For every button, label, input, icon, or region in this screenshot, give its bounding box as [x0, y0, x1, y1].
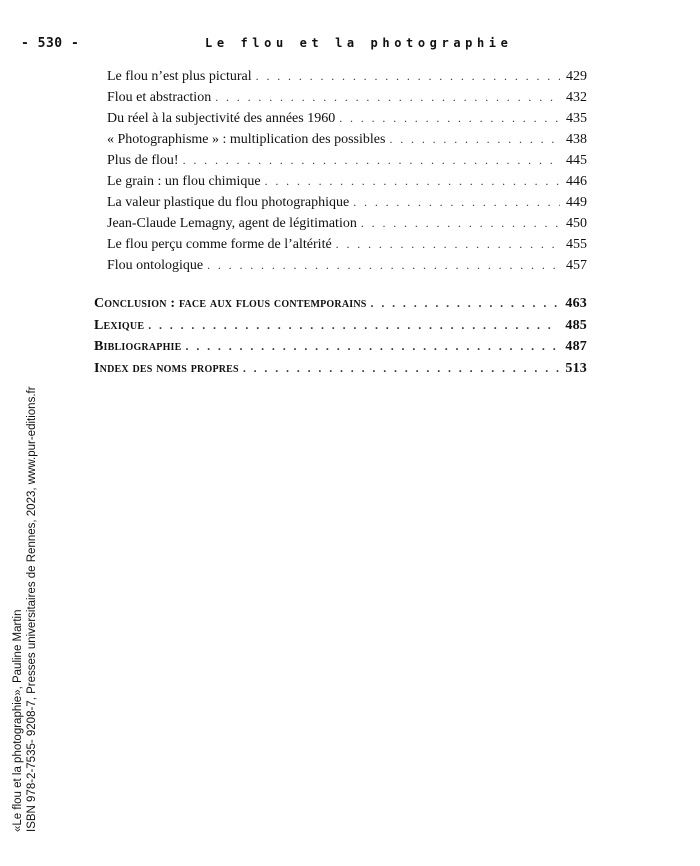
dot-leader — [256, 67, 560, 85]
toc-entry-label: Bibliographie — [94, 339, 182, 354]
dot-leader — [389, 130, 560, 148]
dot-leader — [339, 109, 560, 127]
toc-entry-page: 449 — [566, 195, 587, 210]
credit-line-isbn: ISBN 978-2-7535- 9208-7, Presses universitaires de Rennes, 2023, www.pur-editions.fr — [25, 386, 38, 832]
toc-entry-page: 450 — [566, 216, 587, 231]
toc-entry-page: 438 — [566, 132, 587, 147]
toc-entry-label: Flou ontologique — [107, 258, 204, 273]
toc-entry-label: La valeur plastique du flou photographique — [107, 195, 350, 210]
toc-entry — [107, 88, 587, 107]
toc-entry — [107, 256, 587, 275]
dot-leader — [207, 256, 560, 274]
toc-entry-page: 432 — [566, 90, 587, 105]
page-number: - 530 - — [21, 36, 80, 51]
toc-entry-page: 429 — [566, 69, 587, 84]
toc-entry-label: Le grain : un flou chimique — [107, 174, 261, 189]
copyright-credit — [12, 386, 39, 832]
toc-entry — [107, 193, 587, 212]
dot-leader — [148, 316, 559, 334]
toc-entry — [107, 172, 587, 191]
toc-entry-page: 446 — [566, 174, 587, 189]
toc-main-entry — [94, 337, 587, 356]
toc-entry — [107, 214, 587, 233]
toc-entry-label: Conclusion : face aux flous contemporains — [94, 296, 367, 311]
dot-leader — [265, 172, 560, 190]
toc-entry — [107, 130, 587, 149]
toc-entry-label: Plus de flou! — [107, 153, 179, 168]
toc-entry-label: Le flou perçu comme forme de l’altérité — [107, 237, 332, 252]
toc-entry-page: 445 — [566, 153, 587, 168]
toc-entry-page: 485 — [565, 318, 587, 333]
dot-leader — [186, 337, 560, 355]
toc-entry — [107, 67, 587, 86]
toc-entry-label: Lexique — [94, 318, 145, 333]
toc-entry-page: 487 — [565, 339, 587, 354]
toc-entry-page: 455 — [566, 237, 587, 252]
toc-entry-page: 463 — [565, 296, 587, 311]
toc-entry — [107, 151, 587, 170]
toc-entry — [107, 109, 587, 128]
toc-main-entry — [94, 294, 587, 313]
dot-leader — [243, 359, 560, 377]
toc-entry-label: « Photographisme » : multiplication des possibles — [107, 132, 386, 147]
dot-leader — [353, 193, 560, 211]
credit-line-title: «Le flou et la photographie», Pauline Martin — [12, 609, 24, 832]
toc-entry — [107, 235, 587, 254]
dot-leader — [183, 151, 560, 169]
running-title: Le flou et la photographie — [205, 36, 513, 50]
toc-entry-page: 435 — [566, 111, 587, 126]
toc-entry-label: Index des noms propres — [94, 361, 239, 376]
toc-entry-label: Flou et abstraction — [107, 90, 212, 105]
dot-leader — [336, 235, 560, 253]
dot-leader — [215, 88, 560, 106]
toc-entry-label: Du réel à la subjectivité des années 1960 — [107, 111, 336, 126]
toc-entry-page: 513 — [565, 361, 587, 376]
dot-leader — [371, 294, 560, 312]
toc-entry-page: 457 — [566, 258, 587, 273]
toc-entry-label: Le flou n’est plus pictural — [107, 69, 252, 84]
toc-entry-label: Jean-Claude Lemagny, agent de légitimation — [107, 216, 357, 231]
dot-leader — [361, 214, 560, 232]
toc-main-entry — [94, 359, 587, 378]
toc-main-entry — [94, 316, 587, 335]
